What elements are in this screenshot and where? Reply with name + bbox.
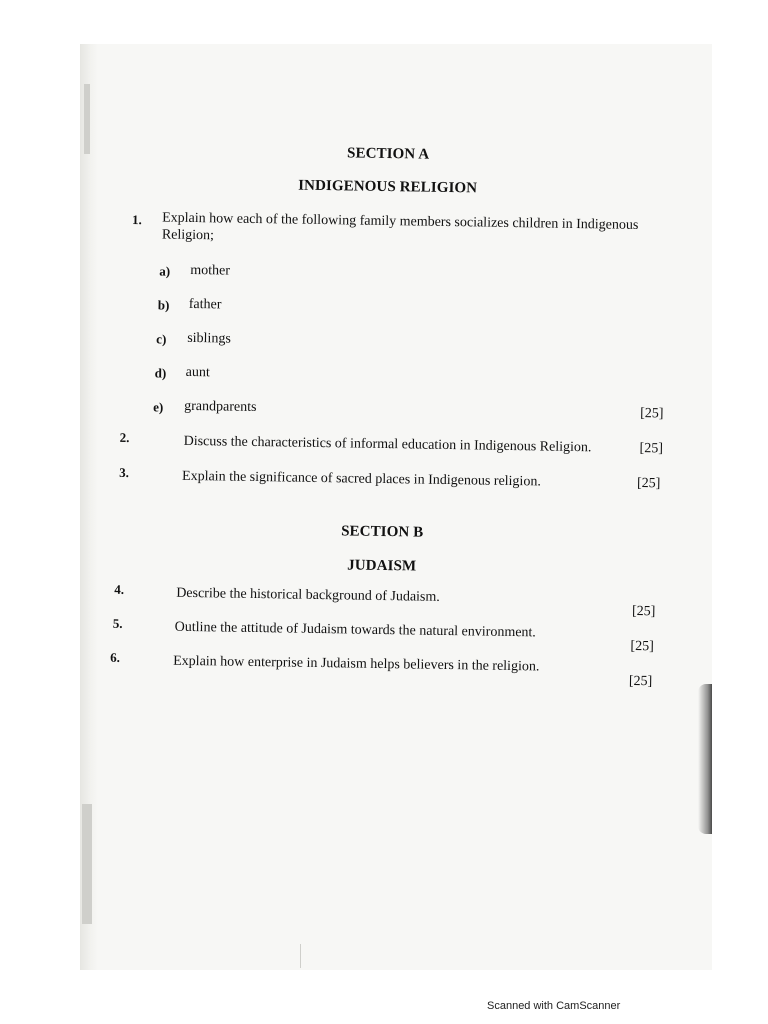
question-1c-label: c) xyxy=(156,331,167,347)
question-1a-text: mother xyxy=(190,262,231,279)
scanner-watermark: Scanned with CamScanner xyxy=(487,1000,621,1012)
question-1-text: Explain how each of the following family members socializes children in Indigenous Religion; xyxy=(161,210,639,244)
question-1a-label: a) xyxy=(159,263,171,279)
section-a-subheading: INDIGENOUS RELIGION xyxy=(298,177,478,197)
question-3-marks: [25] xyxy=(636,475,661,492)
question-1b-label: b) xyxy=(157,297,170,313)
question-1-marks: [25] xyxy=(640,406,664,422)
question-2-number: 2. xyxy=(119,429,130,446)
section-a-heading: SECTION A xyxy=(346,145,430,163)
question-5-number: 5. xyxy=(112,615,123,631)
question-1e-text: grandparents xyxy=(184,398,257,415)
question-3-text: Explain the significance of sacred places in Indigenous religion. xyxy=(181,468,541,490)
question-6-text: Explain how enterprise in Judaism helps believers in the religion. xyxy=(173,653,540,675)
question-1e-label: e) xyxy=(153,399,164,415)
question-2-marks: [25] xyxy=(639,441,664,457)
section-b-heading: SECTION B xyxy=(341,523,424,541)
section-b-subheading: JUDAISM xyxy=(347,557,417,575)
question-4-marks: [25] xyxy=(631,603,656,620)
question-1d-text: aunt xyxy=(185,364,210,381)
question-3-number: 3. xyxy=(119,464,130,480)
question-5-marks: [25] xyxy=(630,638,654,655)
question-6-number: 6. xyxy=(110,649,121,665)
question-4-text: Describe the historical background of Judaism. xyxy=(176,585,440,605)
question-6-marks: [25] xyxy=(628,673,653,690)
question-4-number: 4. xyxy=(114,581,125,597)
question-1-number: 1. xyxy=(132,212,142,228)
question-1c-text: siblings xyxy=(187,330,231,347)
question-1b-text: father xyxy=(188,296,222,313)
question-2-text: Discuss the characteristics of informal education in Indigenous Religion. xyxy=(183,433,592,456)
question-5-text: Outline the attitude of Judaism towards the natural environment. xyxy=(174,619,536,641)
question-1d-label: d) xyxy=(154,365,167,381)
